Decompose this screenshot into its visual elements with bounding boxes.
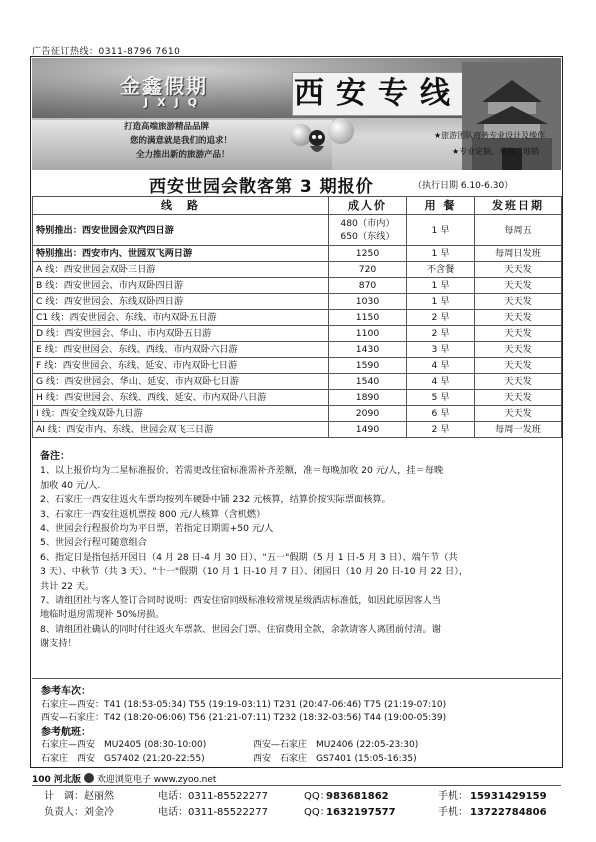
date-cell: 每周五 (475, 215, 562, 246)
price-cell: 1540 (329, 374, 407, 390)
meal-cell: 2 早 (407, 310, 475, 326)
route-cell: AI 线：西安市内、东线、世园会双飞三日游 (33, 422, 329, 438)
date-cell: 天天发 (475, 358, 562, 374)
date-cell: 每周一发班 (475, 422, 562, 438)
meal-cell: 4 早 (407, 374, 475, 390)
notes-heading: 备注： (40, 451, 70, 462)
train-line-1: 石家庄—西安：T41 (18:53-05:34) T55 (19:19-03:11) T231 (20:47-06:46) T75 (21:19-07:10) (41, 699, 447, 710)
price-header (31, 172, 562, 197)
note-line: 6、指定日是指包括开园日（4 月 28 日-4 月 30 日）、"五一"假期（5 月 1 日-5 月 3 日）、端午节（共 (40, 551, 458, 563)
header-route: 线 路 (33, 197, 329, 215)
header-meal: 用 餐 (407, 197, 475, 215)
planner-mobile: 15931429159 (470, 791, 547, 802)
table-row (33, 326, 562, 342)
note-line: 加收 40 元/人. (40, 479, 101, 491)
price-cell: 1590 (329, 358, 407, 374)
route-cell: E 线：西安世园会、东线、西线、市内双卧六日游 (33, 342, 329, 358)
price-cell: 1250 (329, 246, 407, 262)
flight-line-2 (41, 753, 556, 767)
date-cell: 天天发 (475, 374, 562, 390)
table-row (33, 215, 562, 246)
route-cell: A 线：西安世园会双卧三日游 (33, 262, 329, 278)
route-cell: D 线：西安世园会、华山、市内双卧五日游 (33, 326, 329, 342)
route-cell: H 线：西安世园会、东线、西线、延安、市内双卧八日游 (33, 390, 329, 406)
price-cell: 1150 (329, 310, 407, 326)
price-cell: 870 (329, 278, 407, 294)
banner (32, 58, 561, 170)
meal-cell: 3 早 (407, 342, 475, 358)
balloon-icon (328, 118, 354, 144)
note-line: 谢支持！ (40, 638, 77, 650)
contacts (32, 785, 561, 824)
flight-1a: 石家庄—西安 MU2405 (08:30-10:00) (41, 740, 207, 750)
table-header-row (33, 197, 562, 215)
meal-cell: 2 早 (407, 422, 475, 438)
route-cell: C1 线：西安世园会、东线、市内双卧五日游 (33, 310, 329, 326)
note-line: 1、以上报价均为二星标准报价、若需更改住宿标准需补齐差额，准＝每晚加收 20 元/人，挂＝每晚 (40, 465, 444, 477)
page-number: 100 河北版 (32, 775, 81, 785)
date-cell: 天天发 (475, 294, 562, 310)
table-row (33, 246, 562, 262)
note-line: 5、世园会行程可随意组合 (40, 537, 147, 549)
note-line: 8、请组团社确认的同时付往返火车票款、世园会门票、住宿费用全款，余款请客人离团前付清。谢 (40, 623, 441, 635)
manager-tel: 电话：0311-85522277 (158, 807, 268, 818)
mascot-icon (304, 128, 330, 158)
planner-qq: 983681862 (326, 791, 389, 802)
manager-qq: 1632197577 (326, 807, 396, 818)
table-row (33, 406, 562, 422)
planner-name: 计 调：赵丽然 (44, 791, 114, 802)
banner-tag-2: ★专业定制、承接、地销 (452, 147, 540, 156)
note-line: 共计 22 天。 (40, 580, 95, 592)
header-price: 成人价 (329, 197, 407, 215)
flights-heading: 参考航班： (41, 726, 91, 738)
manager-name: 负责人：刘金冷 (44, 807, 114, 818)
footer-text: 欢迎浏览电子 www.zyoo.net (96, 775, 217, 785)
route-cell: C 线：西安世园会、东线双卧四日游 (33, 294, 329, 310)
date-cell: 天天发 (475, 406, 562, 422)
manager-mobile: 13722784806 (470, 807, 547, 818)
banner-title: 西安专线 (292, 72, 464, 116)
planner-mobile-label: 手机： (438, 791, 468, 802)
ad-hotline: 广告征订热线：0311-8796 7610 (32, 47, 181, 57)
price-cell: 1430 (329, 342, 407, 358)
table-row (33, 374, 562, 390)
route-cell: I 线：西安全线双卧九日游 (33, 406, 329, 422)
price-cell: 1490 (329, 422, 407, 438)
price-period: （执行日期 6.10-6.30） (413, 181, 514, 191)
date-cell: 天天发 (475, 342, 562, 358)
logo-text: 金鑫假期 (120, 74, 208, 98)
meal-cell: 4 早 (407, 358, 475, 374)
route-cell: B 线：西安世园会、市内双卧四日游 (33, 278, 329, 294)
date-cell: 天天发 (475, 278, 562, 294)
banner-tag-1: ★旅游团队商务专业设计及操作 (434, 131, 546, 140)
meal-cell: 1 早 (407, 294, 475, 310)
meal-cell: 不含餐 (407, 262, 475, 278)
meal-cell: 1 早 (407, 278, 475, 294)
meal-cell: 1 早 (407, 215, 475, 246)
date-cell: 天天发 (475, 310, 562, 326)
planner-qq-label: QQ： (304, 791, 330, 802)
price-cell: 1890 (329, 390, 407, 406)
flight-1b: 西安—石家庄 MU2406 (22:05-23:30) (253, 740, 419, 750)
planner-tel: 电话：0311-85522277 (158, 791, 268, 802)
flight-2a: 石家庄 西安 GS7402 (21:20-22:55) (41, 753, 205, 764)
trains-heading: 参考车次： (41, 686, 91, 697)
manager-qq-label: QQ： (304, 807, 330, 818)
meal-cell: 2 早 (407, 326, 475, 342)
table-row (33, 262, 562, 278)
notes-section (32, 446, 561, 679)
note-line: 2、石家庄一西安往返火车票均按列车硬卧中铺 232 元核算，结算价按实际票面核算。 (40, 494, 391, 506)
date-cell: 每周日发班 (475, 246, 562, 262)
table-row (33, 278, 562, 294)
notes-list (40, 464, 553, 651)
price-title: 西安世园会散客第 3 期报价 (149, 177, 374, 197)
price-cell: 480（市内） 650（东线） (329, 215, 407, 246)
note-line: 7、请组团社与客人签订合同时说明：西安住宿同级标准较常规星级酒店标准低，如因此原因客人当 (40, 595, 441, 607)
table-row (33, 422, 562, 438)
globe-icon (84, 773, 94, 783)
price-cell: 720 (329, 262, 407, 278)
slogan-1: 打造高端旅游精品品牌 (124, 122, 210, 132)
route-cell: 特别推出：西安市内、世园双飞两日游 (33, 246, 329, 262)
slogan-2: 您的满意就是我们的追求！ (130, 136, 233, 146)
table-row (33, 390, 562, 406)
route-cell: 特别推出：西安世园会双汽四日游 (33, 215, 329, 246)
date-cell: 天天发 (475, 390, 562, 406)
note-line: 地临时退房需现补 50%房损。 (40, 609, 165, 621)
table-row (33, 358, 562, 374)
date-cell: 天天发 (475, 262, 562, 278)
slogan-3: 全力推出新的旅游产品！ (136, 150, 230, 160)
note-line: 3 天）、中秋节（共 3 天）、"十一"假期（10 月 1 日-10 月 7 日）、闭园日（10 月 20 日-10 月 22 日）， (40, 566, 469, 578)
note-line: 4、世园会行程报价均为平日票，若指定日期需+50 元/人 (40, 523, 274, 535)
price-table (32, 196, 562, 438)
meal-cell: 1 早 (407, 246, 475, 262)
route-cell: G 线：西安世园会、华山、延安、市内双卧七日游 (33, 374, 329, 390)
logo-letters: JXJQ (144, 96, 207, 109)
meal-cell: 6 早 (407, 406, 475, 422)
header-date: 发班日期 (475, 197, 562, 215)
table-body (33, 215, 562, 438)
manager-mobile-label: 手机： (438, 807, 468, 818)
table-row (33, 294, 562, 310)
price-cell: 2090 (329, 406, 407, 422)
reference-section (41, 685, 556, 766)
date-cell: 天天发 (475, 326, 562, 342)
train-line-2: 西安—石家庄：T42 (18:20-06:06) T56 (21:21-07:11) T232 (18:32-03:56) T44 (19:00-05:39) (41, 713, 447, 723)
table-row (33, 342, 562, 358)
price-cell: 1100 (329, 326, 407, 342)
flight-line-1 (41, 739, 556, 753)
note-line: 3、石家庄一西安往返机票按 800 元/人核算（含机燃） (40, 508, 266, 520)
footer (32, 772, 216, 785)
table-row (33, 310, 562, 326)
flight-2b: 西安 石家庄 GS7401 (15:05-16:35) (253, 753, 417, 764)
meal-cell: 5 早 (407, 390, 475, 406)
route-cell: F 线：西安世园会、东线、延安、市内双卧七日游 (33, 358, 329, 374)
price-cell: 1030 (329, 294, 407, 310)
